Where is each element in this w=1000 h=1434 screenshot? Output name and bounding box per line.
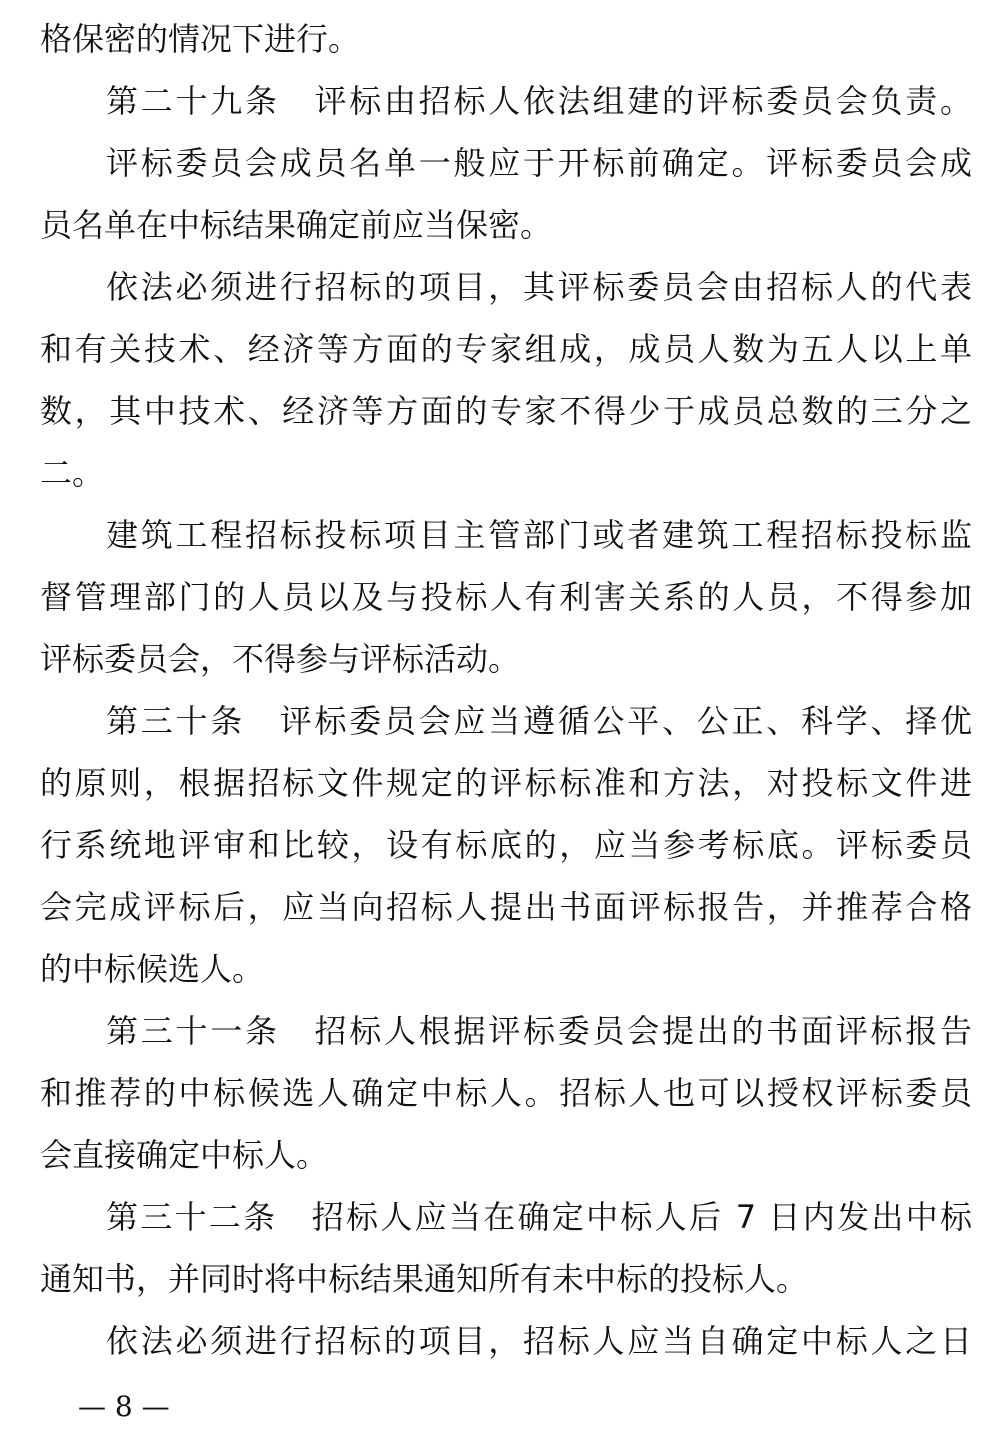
text-line: 第三十二条 招标人应当在确定中标人后 7 日内发出中标 [106,1198,972,1236]
text-line: 和推荐的中标候选人确定中标人。招标人也可以授权评标委员 [40,1074,972,1112]
text-line: 依法必须进行招标的项目，招标人应当自确定中标人之日 [106,1322,972,1360]
text-line: 评标委员会成员名单一般应于开标前确定。评标委员会成 [106,144,972,182]
text-line: 评标委员会，不得参与评标活动。 [40,640,521,678]
text-line: 第三十条 评标委员会应当遵循公平、公正、科学、择优 [106,702,972,740]
text-line: 员名单在中标结果确定前应当保密。 [40,206,553,244]
text-line: 第二十九条 评标由招标人依法组建的评标委员会负责。 [106,82,972,120]
text-line: 的原则，根据招标文件规定的评标标准和方法，对投标文件进 [40,764,972,802]
text-line: 二。 [40,454,105,492]
text-line: 和有关技术、经济等方面的专家组成，成员人数为五人以上单 [40,330,972,368]
text-line: 通知书，并同时将中标结果通知所有未中标的投标人。 [40,1260,809,1298]
page-number: — 8 — [78,1390,170,1423]
text-line: 建筑工程招标投标项目主管部门或者建筑工程招标投标监 [106,516,972,554]
text-line: 行系统地评审和比较，设有标底的，应当参考标底。评标委员 [40,826,972,864]
text-line: 的中标候选人。 [40,950,265,988]
text-line: 会直接确定中标人。 [40,1136,329,1174]
text-line: 第三十一条 招标人根据评标委员会提出的书面评标报告 [106,1012,972,1050]
text-line: 依法必须进行招标的项目，其评标委员会由招标人的代表 [106,268,972,306]
text-line: 格保密的情况下进行。 [40,20,361,58]
text-line: 督管理部门的人员以及与投标人有利害关系的人员，不得参加 [40,578,972,616]
text-line: 数，其中技术、经济等方面的专家不得少于成员总数的三分之 [40,392,972,430]
document-body [40,8,972,1372]
text-line: 会完成评标后，应当向招标人提出书面评标报告，并推荐合格 [40,888,972,926]
